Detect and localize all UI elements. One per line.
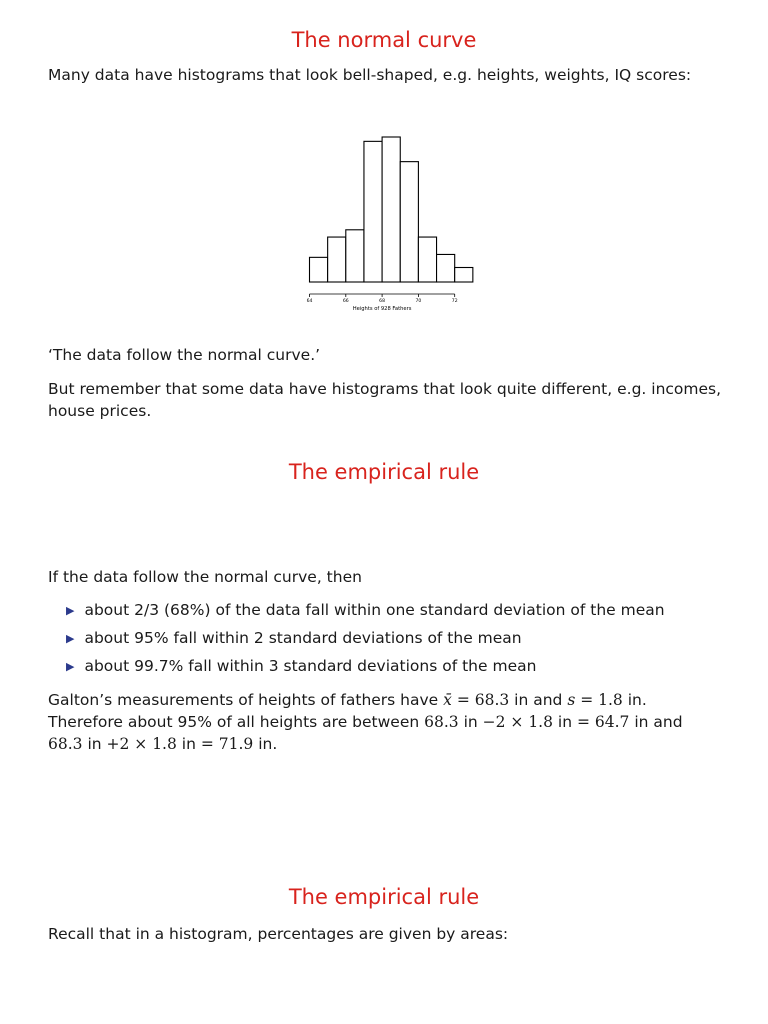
- histogram-bars: [310, 137, 473, 282]
- bullet-item: [66, 655, 536, 678]
- x-tick-label: 68: [379, 299, 386, 304]
- intro-text: Many data have histograms that look bell-shaped, e.g. heights, weights, IQ scores:: [48, 66, 692, 84]
- x-axis-ticks: [307, 294, 458, 304]
- galton-text: in and: [509, 691, 568, 709]
- mean-symbol: x̄: [443, 691, 452, 709]
- slide3-title: The empirical rule: [288, 885, 480, 909]
- bullet-item: [66, 627, 522, 650]
- math-expression: = 64.7: [576, 713, 630, 731]
- galton-paragraph: [48, 689, 728, 755]
- sd-value: = 1.8: [575, 691, 623, 709]
- galton-text: in: [82, 735, 107, 753]
- triangle-bullet-icon: ▶: [66, 632, 75, 645]
- histogram-bar: [455, 268, 473, 283]
- condition-text: If the data follow the normal curve, then: [48, 568, 362, 586]
- bullet-text: about 99.7% fall within 3 standard deviations of the mean: [84, 657, 537, 675]
- follow-normal-quote: ‘The data follow the normal curve.’: [48, 346, 321, 364]
- galton-text: in.: [622, 691, 647, 709]
- x-axis-label: Heights of 928 Fathers: [352, 306, 412, 312]
- galton-text: in: [176, 735, 201, 753]
- slide2-title: The empirical rule: [288, 460, 480, 484]
- remember-note: [48, 378, 728, 422]
- histogram-bar: [364, 141, 382, 282]
- remember-note-line-1: But remember that some data have histograms that look quite different, e.g. incomes,: [48, 380, 722, 398]
- x-tick-label: 66: [342, 299, 349, 304]
- galton-text: in: [458, 713, 483, 731]
- bullet-item: [66, 599, 665, 622]
- math-expression: 68.3: [424, 713, 459, 731]
- mean-value: = 68.3: [451, 691, 510, 709]
- bullet-text: about 95% fall within 2 standard deviations of the mean: [84, 629, 522, 647]
- galton-text: in and: [629, 713, 683, 731]
- triangle-bullet-icon: ▶: [66, 660, 75, 673]
- math-expression: 68.3: [48, 735, 83, 753]
- galton-text: Galton’s measurements of heights of fathers have: [48, 691, 444, 709]
- x-tick-label: 70: [415, 299, 422, 304]
- triangle-bullet-icon: ▶: [66, 604, 75, 617]
- recall-text: Recall that in a histogram, percentages are given by areas:: [48, 925, 509, 943]
- galton-text: in.: [253, 735, 278, 753]
- slide1-title: The normal curve: [291, 28, 477, 52]
- x-tick-label: 64: [306, 299, 313, 304]
- bullet-text: about 2/3 (68%) of the data fall within one standard deviation of the mean: [84, 601, 665, 619]
- math-expression: +2 × 1.8: [106, 735, 177, 753]
- sd-symbol: s: [567, 691, 576, 709]
- histogram-bar: [346, 230, 364, 282]
- galton-line-3: [48, 733, 728, 755]
- galton-line-2: [48, 711, 728, 733]
- histogram-bar: [382, 137, 400, 282]
- math-expression: −2 × 1.8: [482, 713, 553, 731]
- histogram-bar: [310, 257, 328, 282]
- math-expression: = 71.9: [200, 735, 254, 753]
- galton-text: in: [552, 713, 577, 731]
- galton-line-1: [48, 689, 728, 711]
- remember-note-line-2: house prices.: [48, 402, 152, 420]
- histogram-bar: [437, 254, 455, 282]
- galton-text: Therefore about 95% of all heights are between: [48, 713, 425, 731]
- x-tick-label: 72: [451, 299, 458, 304]
- histogram-bar: [328, 237, 346, 282]
- heights-histogram: [296, 128, 486, 318]
- histogram-bar: [400, 162, 418, 282]
- histogram-bar: [418, 237, 436, 282]
